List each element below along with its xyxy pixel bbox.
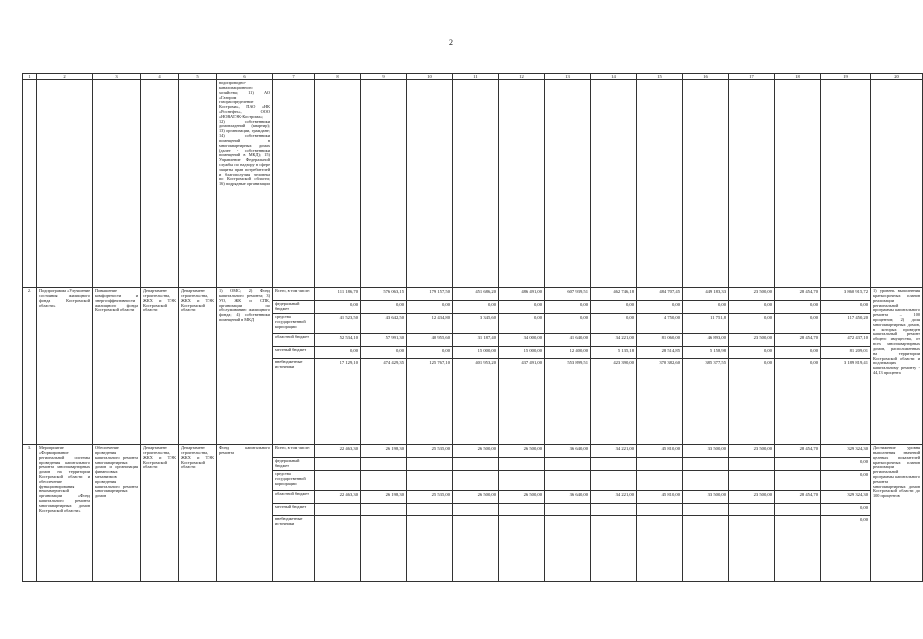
column-header: 5 [179,74,217,80]
column-header: 14 [591,74,637,80]
value-cell: 26 500,00 [453,491,499,504]
column-header: 19 [821,74,871,80]
value-cell [499,516,545,582]
value-cell [315,458,361,471]
value-cell: 117 450,20 [821,314,871,334]
value-cell: 329 324,30 [821,491,871,504]
value-cell: 0,00 [545,301,591,314]
value-cell [407,504,453,516]
cell-coord: Департамент строительства, ЖКХ и ТЭК Костромской области [141,288,179,445]
value-cell: 15 000,00 [499,347,545,359]
value-cell: 0,00 [361,347,407,359]
value-cell: 31 187,40 [453,334,499,347]
value-cell: 484 707,45 [637,288,683,301]
value-cell: 33 500,00 [683,445,729,458]
value-cell [361,516,407,582]
value-cell: 26 198,30 [361,445,407,458]
value-cell: 28 454,70 [775,288,821,301]
value-cell: 11 751,8 [683,314,729,334]
value-cell: 45 810,00 [637,491,683,504]
value-cell: 0,00 [407,301,453,314]
source-label: местный бюджет [273,504,315,516]
value-cell: 462 746,18 [591,288,637,301]
value-cell [775,504,821,516]
value-cell [315,471,361,491]
value-cell: 28 514,85 [637,347,683,359]
value-cell: 25 535,00 [407,445,453,458]
participants-continued: водопроводно-канализационного хозяйства; 11) АО «Газпром газораспределение Кострома», ПАО «НК «Роснефть», ООО «НОВАТЭК-Кострома»; 12) собственники домовладений (квартир); 13) организации, граждане; 14) собственники помещений в многоквартирных домах (далее - собственники помещений в МКД); 15) Управление Федеральной службы по надзору в сфере защиты прав потребителей и благополучия человека по Костромской области; 16) подрядные организации [217,80,273,288]
value-cell [407,458,453,471]
column-header: 7 [273,74,315,80]
value-cell: 34 221,00 [591,334,637,347]
value-cell [683,516,729,582]
value-cell [545,471,591,491]
value-cell: 401 953,20 [453,359,499,445]
source-label: внебюджетные источники [273,516,315,582]
value-cell: 26 500,00 [499,491,545,504]
value-cell: 111 186,70 [315,288,361,301]
value-cell: 36 640,00 [545,491,591,504]
value-cell: 34 000,00 [499,334,545,347]
value-cell [315,516,361,582]
column-header: 12 [499,74,545,80]
value-cell: 0,00 [821,458,871,471]
value-cell: 474 429,35 [361,359,407,445]
value-cell [545,458,591,471]
value-cell: 57 991,30 [361,334,407,347]
value-cell [637,458,683,471]
cell-goal: Обеспечение проведения капитального ремонта многоквартирных домов и организация финансовых механизмов проведения капитального ремонта многоквартирных домов [93,445,141,582]
value-cell: 0,00 [821,504,871,516]
value-cell [775,516,821,582]
value-cell: 12 400,00 [545,347,591,359]
value-cell [499,471,545,491]
cell-participants: 1) ОМС; 2) Фонд капитального ремонта; 3) УО, ЖК и СПК, организации по обслуживанию жилищного фонда; 4) собственники помещений в МКД [217,288,273,445]
cell-participants: Фонд капитального ремонта [217,445,273,582]
value-cell: 385 377,55 [683,359,729,445]
value-cell [591,504,637,516]
value-cell: 449 183,33 [683,288,729,301]
value-cell: 0,00 [729,314,775,334]
value-cell [361,471,407,491]
value-cell [361,504,407,516]
value-cell: 472 437,10 [821,334,871,347]
value-cell [407,471,453,491]
value-cell: 4 750,00 [637,314,683,334]
value-cell: 17 129,10 [315,359,361,445]
value-cell: 0,00 [315,347,361,359]
value-cell [775,458,821,471]
value-cell: 179 157,50 [407,288,453,301]
value-cell: 0,00 [637,301,683,314]
source-label: Всего, в том числе: [273,445,315,458]
value-cell: 46 893,00 [683,334,729,347]
value-cell [683,504,729,516]
value-cell: 40 955,60 [407,334,453,347]
cell-result: Достижение уровня выполнения значений целевых показателей краткосрочных планов реализации региональной программы капитального ремонта многоквартирных домов Костромской области до 100 процентов [871,445,923,582]
source-label: средства государственной корпорации [273,471,315,491]
cell-name: Мероприятие «Формирование региональной системы проведения капитального ремонта многоквартирных домов на территории Костромской области и обеспечение функционирования некоммерческой организации «Фонд капитального ремонта многоквартирных домов Костромской области» [37,445,93,582]
column-header: 20 [871,74,923,80]
value-cell: 41 523,50 [315,314,361,334]
table-row [23,288,923,301]
value-cell: 33 500,00 [683,491,729,504]
value-cell [361,458,407,471]
value-cell [729,458,775,471]
value-cell: 0,00 [729,301,775,314]
value-cell [637,504,683,516]
value-cell [315,504,361,516]
value-cell: 28 454,70 [775,334,821,347]
value-cell: 23 500,00 [729,491,775,504]
value-cell: 423 390,00 [591,359,637,445]
value-cell: 43 642,50 [361,314,407,334]
value-cell: 3 860 915,72 [821,288,871,301]
value-cell: 0,00 [361,301,407,314]
value-cell: 5 158,98 [683,347,729,359]
value-cell: 0,00 [775,314,821,334]
source-label: областной бюджет [273,334,315,347]
value-cell [499,504,545,516]
value-cell: 0,00 [775,359,821,445]
column-header: 2 [37,74,93,80]
column-header: 16 [683,74,729,80]
value-cell: 81 060,00 [637,334,683,347]
value-cell: 0,00 [499,314,545,334]
value-cell: 437 491,00 [499,359,545,445]
cell-no: 3. [23,445,37,582]
cell-result: 1) уровень выполнения краткосрочных планов реализации региональной программы капитального ремонта – 100 процентов; 2) доля многоквартирных домов, в которых проведен капитальный ремонт общего имущества, от всех многоквартирных домов, расположенных на территории Костромской области и подлежащих капитальному ремонту - 44,13 процента [871,288,923,445]
value-cell: 0,00 [775,301,821,314]
value-cell: 23 500,00 [729,334,775,347]
column-header: 3 [93,74,141,80]
cell-coord: Департамент строительства, ЖКХ и ТЭК Костромской области [141,445,179,582]
program-table [22,73,923,582]
value-cell [775,471,821,491]
value-cell: 0,00 [545,314,591,334]
value-cell [545,516,591,582]
column-header: 13 [545,74,591,80]
value-cell: 12 434,80 [407,314,453,334]
value-cell: 0,00 [499,301,545,314]
value-cell: 34 221,00 [591,445,637,458]
value-cell [683,471,729,491]
value-cell: 0,00 [729,359,775,445]
cell-exec: Департамент строительства, ЖКХ и ТЭК Костромской области [179,445,217,582]
value-cell [591,516,637,582]
value-cell [453,458,499,471]
value-cell [637,516,683,582]
cell-goal: Повышение комфортности и энергоэффективности жилищного фонда Костромской области [93,288,141,445]
column-header: 8 [315,74,361,80]
value-cell: 3 345,60 [453,314,499,334]
value-cell: 486 491,00 [499,288,545,301]
cell-exec: Департамент строительства, ЖКХ и ТЭК Костромской области [179,288,217,445]
value-cell: 0,00 [591,301,637,314]
value-cell: 52 534,10 [315,334,361,347]
value-cell: 0,00 [821,471,871,491]
value-cell [407,516,453,582]
value-cell: 23 500,00 [729,445,775,458]
value-cell: 0,00 [591,314,637,334]
column-header: 18 [775,74,821,80]
value-cell [453,516,499,582]
column-header: 15 [637,74,683,80]
value-cell: 81 209,01 [821,347,871,359]
source-label: федеральный бюджет [273,301,315,314]
value-cell [729,471,775,491]
value-cell: 36 640,00 [545,445,591,458]
value-cell: 0,00 [821,516,871,582]
value-cell: 34 221,00 [591,491,637,504]
value-cell: 451 686,20 [453,288,499,301]
source-label: внебюджетные источники [273,359,315,445]
value-cell [591,458,637,471]
page-number: 2 [449,38,453,47]
value-cell: 0,00 [407,347,453,359]
cell-name: Подпрограмма «Улучшение состояния жилищного фонда Костромской области» [37,288,93,445]
value-cell [453,471,499,491]
value-cell [545,504,591,516]
source-label: Всего, в том числе: [273,288,315,301]
value-cell [729,504,775,516]
value-cell: 26 500,00 [499,445,545,458]
value-cell [499,458,545,471]
value-cell: 26 198,30 [361,491,407,504]
value-cell: 0,00 [453,301,499,314]
value-cell: 45 810,00 [637,445,683,458]
value-cell: 28 454,70 [775,445,821,458]
source-label: средства государственной корпорации [273,314,315,334]
value-cell [637,471,683,491]
value-cell [591,471,637,491]
value-cell: 5 135,18 [591,347,637,359]
value-cell: 0,00 [775,347,821,359]
column-header: 17 [729,74,775,80]
source-label: областной бюджет [273,491,315,504]
value-cell: 0,00 [729,347,775,359]
value-cell: 22 463,30 [315,491,361,504]
column-header: 9 [361,74,407,80]
source-label: местный бюджет [273,347,315,359]
value-cell [453,504,499,516]
cell-no: 2. [23,288,37,445]
continuation-row [23,80,923,288]
value-cell: 15 000,00 [453,347,499,359]
value-cell: 607 939,51 [545,288,591,301]
column-header: 6 [217,74,273,80]
value-cell: 0,00 [821,301,871,314]
column-header: 1 [23,74,37,80]
value-cell: 26 500,00 [453,445,499,458]
column-header: 4 [141,74,179,80]
value-cell [683,458,729,471]
value-cell: 41 640,00 [545,334,591,347]
value-cell: 553 899,51 [545,359,591,445]
column-header: 10 [407,74,453,80]
value-cell [729,516,775,582]
value-cell: 28 454,70 [775,491,821,504]
value-cell: 125 767,10 [407,359,453,445]
column-header: 11 [453,74,499,80]
table-row [23,445,923,458]
value-cell: 576 063,15 [361,288,407,301]
value-cell: 370 382,60 [637,359,683,445]
value-cell: 329 324,30 [821,445,871,458]
value-cell: 0,00 [683,301,729,314]
value-cell: 23 500,00 [729,288,775,301]
value-cell: 3 189 819,41 [821,359,871,445]
source-label: федеральный бюджет [273,458,315,471]
value-cell: 25 535,00 [407,491,453,504]
value-cell: 0,00 [315,301,361,314]
value-cell: 22 463,30 [315,445,361,458]
